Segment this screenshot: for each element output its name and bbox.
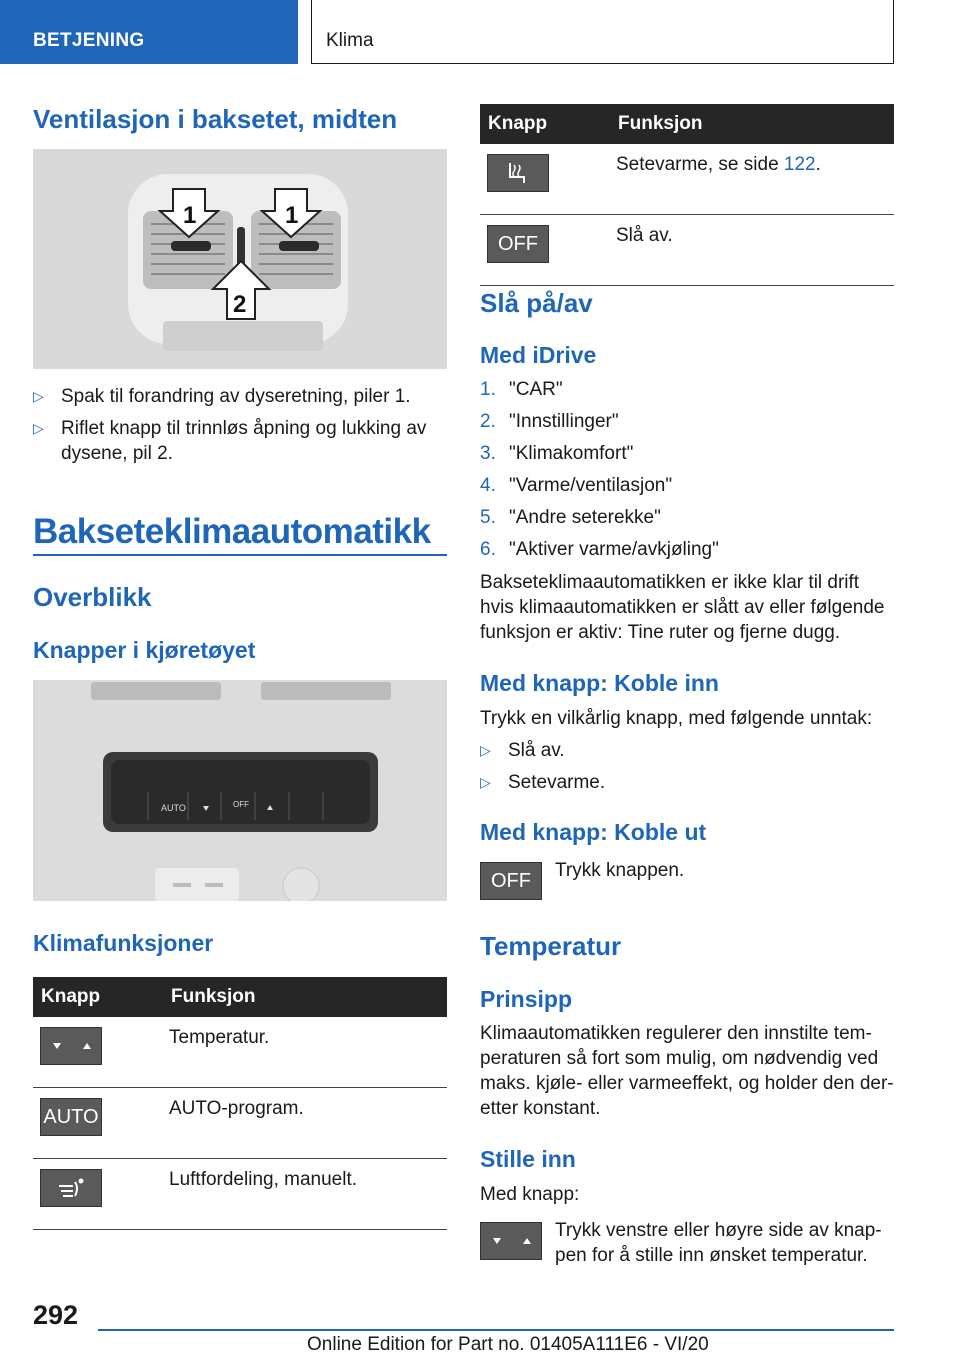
arrow-label-1a: 1 [183, 202, 197, 229]
step-text: "Varme/ventilasjon" [509, 475, 673, 496]
prinsipp-line: etter konstant. [480, 1098, 601, 1119]
table-row [33, 1159, 447, 1230]
arrow-label-2: 2 [233, 291, 247, 318]
onoff-title: Slå på/av [480, 288, 593, 318]
stille-text: Med knapp: [480, 1184, 580, 1205]
knapp-inn-bullet-text: Slå av. [508, 740, 565, 761]
climate-panel-photo [33, 680, 447, 901]
climate-panel-illustration [33, 680, 447, 901]
step-number: 2. [480, 411, 496, 432]
functions-table-left [33, 977, 447, 1230]
buttons-title: Knapper i kjøretøyet [33, 637, 256, 663]
main-title-rule [33, 554, 447, 556]
air-distribution-icon [40, 1169, 102, 1207]
idrive-note-line: funksjon er aktiv: Tine ruter og fjerne dugg. [480, 622, 841, 643]
table-row [33, 1088, 447, 1159]
knapp-inn-title: Med knapp: Koble inn [480, 670, 719, 696]
header-section-label: BETJENING [33, 30, 145, 51]
function-text: Setevarme, se side [616, 154, 784, 175]
table-row [480, 144, 894, 215]
temperature-arrows-icon [40, 1027, 102, 1065]
step-number: 3. [480, 443, 496, 464]
off-icon: OFF [487, 225, 549, 263]
vent-bullet-continuation: dysene, pil 2. [61, 443, 173, 464]
function-text-suffix: . [815, 154, 821, 175]
step-text: "Aktiver varme/avkjøling" [509, 539, 719, 560]
functions-table-right [480, 104, 894, 286]
panel-off-label: OFF [233, 800, 249, 809]
function-text: Luftfordeling, manuelt. [163, 1159, 447, 1230]
temperature-arrows-icon [480, 1222, 542, 1260]
table-row [33, 1017, 447, 1088]
prinsipp-title: Prinsipp [480, 986, 573, 1012]
step-text: "Innstillinger" [509, 411, 619, 432]
bullet-triangle-icon: ▷ [33, 388, 44, 404]
col-header-button: Knapp [33, 977, 163, 1017]
seat-heating-icon [487, 154, 549, 192]
temperature-title: Temperatur [480, 931, 622, 961]
panel-auto-label: AUTO [161, 803, 186, 813]
bullet-triangle-icon: ▷ [480, 774, 491, 790]
step-text: "CAR" [509, 379, 563, 400]
overview-title: Overblikk [33, 582, 152, 612]
auto-icon: AUTO [40, 1098, 102, 1136]
step-text: "Andre seterekke" [509, 507, 661, 528]
off-button-icon: OFF [480, 862, 542, 900]
rear-vent-illustration [33, 149, 447, 369]
prinsipp-line: Klimaautomatikken regulerer den innstilte tem- [480, 1023, 872, 1044]
vent-bullet-text: Riflet knapp til trinnløs åpning og lukking av [61, 418, 427, 439]
stille-desc-line: Trykk venstre eller høyre side av knap- [555, 1220, 882, 1241]
col-header-function: Funksjon [163, 977, 447, 1017]
vent-title: Ventilasjon i baksetet, midten [33, 104, 398, 134]
idrive-note-line: Bakseteklimaautomatikken er ikke klar til drift [480, 572, 860, 593]
function-text: Slå av. [610, 215, 894, 286]
functions-title: Klimafunksjoner [33, 930, 214, 956]
table-row [480, 215, 894, 286]
step-text: "Klimakomfort" [509, 443, 634, 464]
step-number: 4. [480, 475, 496, 496]
prinsipp-line: maks. kjøle- eller varmeeffekt, og holder den der- [480, 1073, 894, 1094]
bullet-triangle-icon: ▷ [33, 420, 44, 436]
header-section-tab [0, 0, 298, 64]
page-link[interactable]: 122 [783, 154, 816, 175]
table-header-row [33, 977, 447, 1017]
header-chapter-tab [311, 0, 894, 64]
knapp-ut-title: Med knapp: Koble ut [480, 819, 707, 845]
arrow-label-1b: 1 [285, 202, 299, 229]
knapp-ut-text: Trykk knappen. [555, 860, 685, 881]
rear-vent-photo [33, 149, 447, 369]
stille-title: Stille inn [480, 1146, 576, 1172]
function-text: Temperatur. [163, 1017, 447, 1088]
main-title: Bakseteklimaautomatikk [33, 512, 431, 551]
footer-edition: Online Edition for Part no. 01405A111E6 - VI/20 [307, 1334, 709, 1355]
bullet-triangle-icon: ▷ [480, 742, 491, 758]
knapp-inn-bullet-text: Setevarme. [508, 772, 606, 793]
step-number: 1. [480, 379, 496, 400]
prinsipp-line: peraturen så fort som mulig, om nødvendig ved [480, 1048, 879, 1069]
step-number: 6. [480, 539, 496, 560]
step-number: 5. [480, 507, 496, 528]
page-number: 292 [33, 1300, 79, 1330]
header-chapter-label: Klima [326, 30, 374, 51]
table-header-row [480, 104, 894, 144]
vent-bullet-text: Spak til forandring av dyseretning, piler 1. [61, 386, 411, 407]
idrive-note-line: hvis klimaautomatikken er slått av eller følgende [480, 597, 885, 618]
function-text: AUTO-program. [163, 1088, 447, 1159]
idrive-title: Med iDrive [480, 342, 597, 368]
stille-desc-line: pen for å stille inn ønsket temperatur. [555, 1245, 868, 1266]
col-header-button: Knapp [480, 104, 610, 144]
footer-rule [98, 1329, 894, 1331]
knapp-inn-text: Trykk en vilkårlig knapp, med følgende unntak: [480, 708, 873, 729]
col-header-function: Funksjon [610, 104, 894, 144]
